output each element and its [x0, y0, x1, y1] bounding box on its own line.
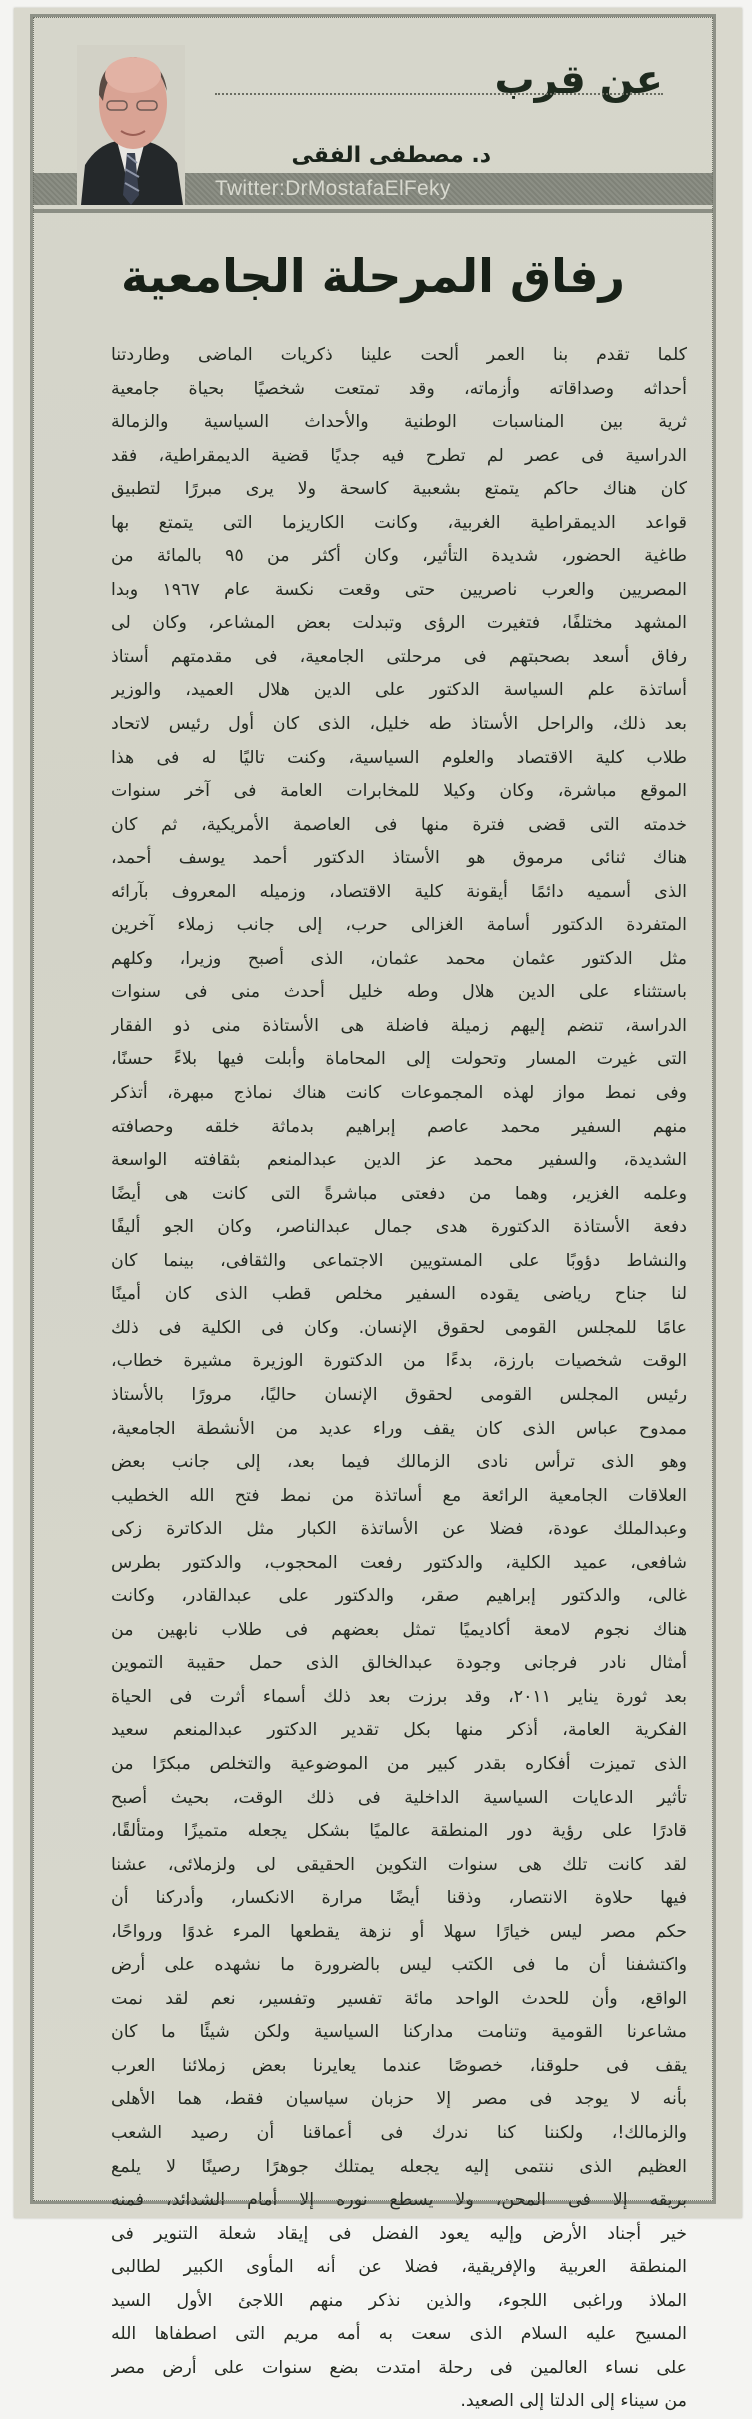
article-line: عامًا للمجلس القومى لحقوق الإنسان. وكان فى الكلية فى ذلك — [111, 1317, 687, 1338]
article-line: مشاعرنا القومية وتنامت مداركنا السياسية ولكن شيئًا ما كان — [111, 2022, 687, 2043]
article-line: وعبدالملك عودة، فضلا عن الأساتذة الكبار مثل الدكاترة زكى — [111, 1519, 687, 1540]
article-line: طاغية الحضور، شديدة التأثير، وكان أكثر من ٩٥ بالمائة من — [111, 546, 687, 567]
article-line: التى غيرت المسار وتحولت إلى المحاماة وأبلت فيها بلاءً حسنًا، — [111, 1049, 687, 1070]
article-line: المنطقة العربية والإفريقية، فضلا عن أنه المأوى الكبير لطالبى — [111, 2257, 687, 2278]
article-line: الدراسة، تنضم إليهم زميلة فاضلة هى الأستاذة منى ذو الفقار — [111, 1015, 687, 1036]
article-line: الوقت شخصيات بارزة، بدءًا من الدكتورة الوزيرة مشيرة خطاب، — [111, 1351, 687, 1372]
article-line: والنشاط دؤوبًا على المستويين الاجتماعى والثقافى، بينما كان — [111, 1250, 687, 1271]
article-line: كان هناك حاكم يتمتع بشعبية كاسحة ولا يرى مبررًا لتطبيق — [111, 479, 687, 500]
article-line: فيها حلاوة الانتصار، وذقنا أيضًا مرارة الانكسار، وأدركنا أن — [111, 1888, 687, 1909]
article-line: رفاق أسعد بصحبتهم فى مرحلتى الجامعية، فى مقدمتهم أستاذ — [111, 646, 687, 667]
article-line: منهم السفير محمد عاصم إبراهيم بدماثة خلقه وحصافته — [111, 1116, 687, 1137]
article-line: الذى تميزت أفكاره بقدر كبير من الموضوعية والتخلص مبكرًا من — [111, 1753, 687, 1774]
article-line: تأثير الدعايات السياسية الداخلية فى ذلك الوقت، بحيث أصبح — [111, 1787, 687, 1808]
article-line: المصريين والعرب ناصريين حتى وقعت نكسة عام ١٩٦٧ وبدا — [111, 579, 687, 600]
article-line: العلاقات الجامعية الرائعة مع أساتذة من نمط فتح الله الخطيب — [111, 1485, 687, 1506]
author-portrait-icon — [77, 45, 185, 205]
column-header — [33, 17, 713, 213]
article-line: أمثال نادر فرجانى وجودة عبدالخالق الذى حمل حقيبة التموين — [111, 1653, 687, 1674]
article-headline: رفاق المرحلة الجامعية — [121, 249, 625, 303]
twitter-handle: Twitter:DrMostafaElFeky — [215, 177, 451, 200]
article-line: رئيس المجلس القومى لحقوق الإنسان حاليًا، مرورًا بالأستاذ — [111, 1384, 687, 1405]
column-kicker: عن قرب — [494, 57, 663, 103]
author-name: د. مصطفى الفقى — [291, 143, 491, 168]
article-line: شافعى، عميد الكلية، والدكتور رفعت المحجوب، والدكتور بطرس — [111, 1552, 687, 1573]
article-body — [111, 339, 687, 2419]
article-line: أساتذة علم السياسة الدكتور على الدين هلال العميد، والوزير — [111, 680, 687, 701]
article-line: الواقع، وأن للحدث الواحد مائة تفسير وتفسير، نعم لقد نمت — [111, 1988, 687, 2009]
article-line: كلما تقدم بنا العمر ألحت علينا ذكريات الماضى وطاردتنا — [111, 345, 687, 365]
article-line: ممدوح عباس الذى كان يقف وراء عديد من الأنشطة الجامعية، — [111, 1418, 687, 1439]
article-line: هناك ثنائى مرموق هو الأستاذ الدكتور أحمد يوسف أحمد، — [111, 848, 687, 869]
article-line: المسيح عليه السلام الذى سعت به أمه مريم التى اصطفاها الله — [111, 2324, 687, 2345]
article-line: حكم مصر ليس خيارًا سهلا أو نزهة يقطعها المرء غدوًا ورواحًا، — [111, 1921, 687, 1942]
article-line: الملاذ وراغبى اللجوء، والذين نذكر منهم اللاجئ الأول السيد — [111, 2290, 687, 2311]
article-line: أحداثه وصداقاته وأزماته، وقد تمتعت شخصيًا بحياة جامعية — [111, 378, 687, 399]
article-line: المشهد مختلفًا، فتغيرت الرؤى وتبدلت بعض المشاعر، وكان لى — [111, 613, 687, 634]
kicker-divider — [215, 93, 663, 95]
article-line: طلاب كلية الاقتصاد والعلوم السياسية، وكنت تاليًا له فى هذا — [111, 747, 687, 768]
article-line: بأنه لا يوجد فى مصر إلا حزبان سياسيان فقط، هما الأهلى — [111, 2089, 687, 2110]
article-line: يقف فى حلوقنا، خصوصًا عندما يعايرنا بعض زملائنا العرب — [111, 2055, 687, 2076]
column-frame — [30, 14, 716, 2412]
article-line: وفى نمط مواز لهذه المجموعات كانت هناك نماذج مبهرة، أتذكر — [111, 1083, 687, 1104]
article-line: باستثناء على الدين هلال وطه خليل أحدث منى فى سنوات — [111, 982, 687, 1003]
article-line: الذى أسميه دائمًا أيقونة كلية الاقتصاد، وزميله المعروف بآرائه — [111, 881, 687, 902]
article-line: بعد ذلك، والراحل الأستاذ طه خليل، الذى كان أول رئيس لاتحاد — [111, 714, 687, 735]
article-line: غالى، والدكتور إبراهيم صقر، والدكتور على عبدالقادر، وكانت — [111, 1586, 687, 1607]
article-line: الدراسية فى عصر لم تطرح فيه جديًا قضية الديمقراطية، فقد — [111, 445, 687, 466]
article-line: هناك نجوم لامعة أكاديميًا تمثل بعضهم فى طلاب نابهين من — [111, 1619, 687, 1640]
author-photo — [77, 45, 185, 205]
article-line: على نساء العالمين فى رحلة امتدت بضع سنوات على أرض مصر — [111, 2357, 687, 2378]
article-line: من سيناء إلى الدلتا إلى الصعيد. — [460, 2391, 687, 2412]
article-line: بريقه إلا فى المحن، ولا يسطع نوره إلا أمام الشدائد، فمنه — [111, 2190, 687, 2211]
article-line: الفكرية العامة، أذكر منها بكل تقدير الدكتور عبدالمنعم سعيد — [111, 1720, 687, 1741]
article-line: لنا جناح رياضى يقوده السفير مخلص قطب الذى كان أمينًا — [111, 1284, 687, 1305]
article-line: واكتشفنا أن ما فى الكتب ليس بالضرورة ما نشهده على أرض — [111, 1955, 687, 1976]
article-line: والزمالك!، ولكننا كنا ندرك فى أعماقنا أن رصيد الشعب — [111, 2122, 687, 2143]
article-line: قادرًا على رؤية دور المنطقة عالميًا بشكل يجعله متميزًا ومتألقًا، — [111, 1821, 687, 1842]
article-line: دفعة الأستاذة الدكتورة هدى جمال عبدالناصر، وكان الجو أليفًا — [111, 1217, 687, 1238]
article-line: الشديدة، والسفير محمد عز الدين عبدالمنعم بثقافته الواسعة — [111, 1150, 687, 1171]
article-line: المتفردة الدكتور أسامة الغزالى حرب، إلى جانب زملاء آخرين — [111, 915, 687, 936]
article-line: وعلمه الغزير، وهما من دفعتى مباشرةً التى كانت هى أيضًا — [111, 1183, 687, 1204]
article-line: لقد كانت تلك هى سنوات التكوين الحقيقى لى ولزملائى، عشنا — [111, 1854, 687, 1875]
article-line: بعد ثورة يناير ٢٠١١، وقد برزت بعد ذلك أسماء أثرت فى الحياة — [111, 1686, 687, 1707]
article-line: العظيم الذى ننتمى إليه يجعله يمتلك جوهرًا رصينًا لا يلمع — [111, 2156, 687, 2177]
article-line: الموقع مباشرة، وكان وكيلا للمخابرات العامة فى آخر سنوات — [111, 781, 687, 802]
article-line: خدمته التى قضى فترة منها فى العاصمة الأمريكية، ثم كان — [111, 814, 687, 835]
article-line: وهو الذى ترأس نادى الزمالك فيما بعد، إلى جانب بعض — [111, 1452, 687, 1473]
article-line: خير أجناد الأرض وإليه يعود الفضل فى إيقاد شعلة التنوير فى — [111, 2223, 687, 2244]
article-line: مثل الدكتور عثمان محمد عثمان، الذى أصبح وزيرا، وكلهم — [111, 948, 687, 969]
article-line: قواعد الديمقراطية الغربية، وكانت الكاريزما التى يتمتع بها — [111, 512, 687, 533]
article-line: ثرية بين المناسبات الوطنية والأحداث السياسية والزمالة — [111, 412, 687, 433]
